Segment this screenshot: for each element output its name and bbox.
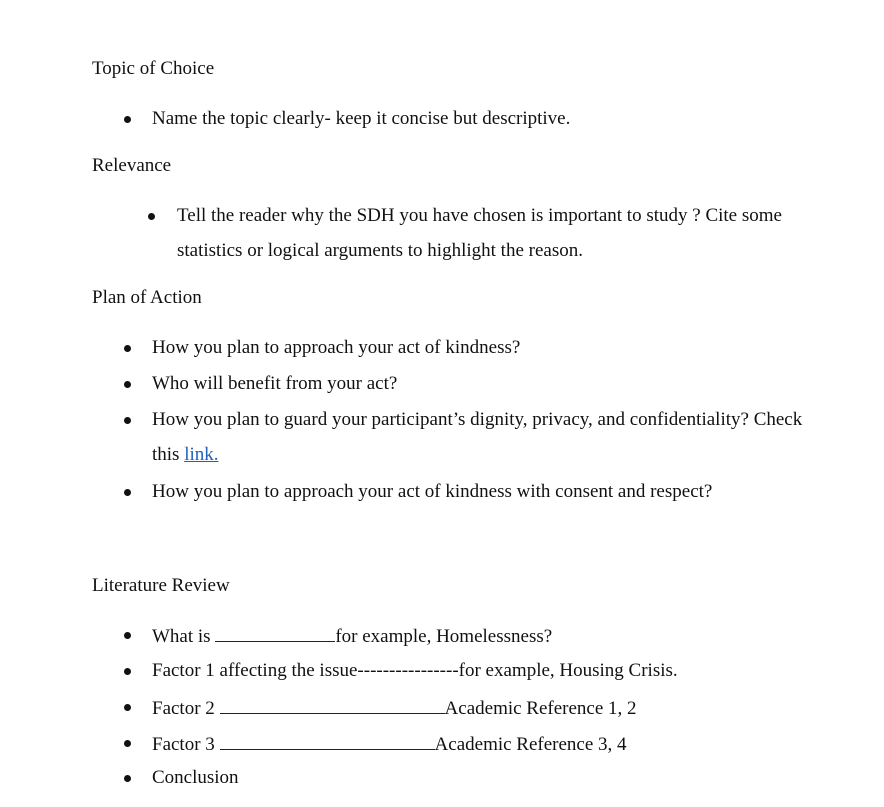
list-item-plan-4: How you plan to approach your act of kindness with consent and respect? <box>152 481 713 502</box>
bullet-icon <box>124 668 131 675</box>
list-item-relevance-line1: Tell the reader why the SDH you have chosen is important to study ? Cite some <box>177 205 782 226</box>
link[interactable]: link. <box>184 444 219 465</box>
bullet-icon <box>124 489 131 496</box>
bullet-icon <box>124 417 131 424</box>
list-item-lit-1 <box>152 624 552 648</box>
list-item-lit-4 <box>152 732 627 756</box>
lit-3-suffix: Academic Reference 1, 2 <box>444 698 637 719</box>
list-item-lit-3 <box>152 696 637 720</box>
continuation-text: this <box>152 444 185 465</box>
bullet-icon <box>148 213 155 220</box>
lit-3-prefix: Factor 2 <box>152 698 220 719</box>
blank-line <box>220 696 445 714</box>
blank-line <box>220 732 435 750</box>
list-item-plan-1: How you plan to approach your act of kindness? <box>152 337 521 358</box>
bullet-icon <box>124 704 131 711</box>
lit-4-prefix: Factor 3 <box>152 734 220 755</box>
bullet-icon <box>124 632 131 639</box>
list-item-plan-3: How you plan to guard your participant’s dignity, privacy, and confidentiality? Check <box>152 409 803 430</box>
heading-topic-of-choice: Topic of Choice <box>92 58 215 79</box>
blank-line <box>215 624 335 642</box>
list-item-plan-3-continuation <box>152 444 219 466</box>
lit-4-suffix: Academic Reference 3, 4 <box>434 734 627 755</box>
bullet-icon <box>124 116 131 123</box>
heading-literature-review: Literature Review <box>92 575 230 596</box>
bullet-icon <box>124 381 131 388</box>
bullet-icon <box>124 345 131 352</box>
list-item-plan-2: Who will benefit from your act? <box>152 373 398 394</box>
list-item-lit-2: Factor 1 affecting the issue----------------for example, Housing Crisis. <box>152 660 678 681</box>
heading-plan-of-action: Plan of Action <box>92 287 202 308</box>
heading-relevance: Relevance <box>92 155 172 176</box>
list-item-topic: Name the topic clearly- keep it concise but descriptive. <box>152 108 571 129</box>
bullet-icon <box>124 775 131 782</box>
list-item-relevance-line2: statistics or logical arguments to highlight the reason. <box>177 240 583 261</box>
lit-1-prefix: What is <box>152 626 216 647</box>
list-item-lit-5: Conclusion <box>152 767 239 788</box>
lit-1-suffix: for example, Homelessness? <box>335 626 553 647</box>
bullet-icon <box>124 740 131 747</box>
